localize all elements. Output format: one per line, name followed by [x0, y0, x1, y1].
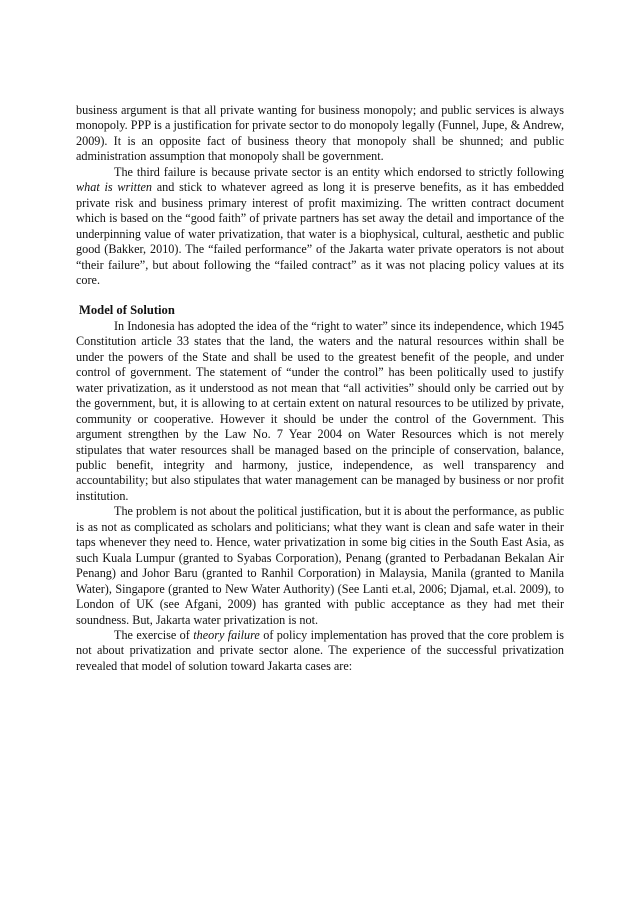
paragraph-third-failure-text-b: and stick to whatever agreed as long it is preserve benefits, as it has embedded private risk and business primary interest of profit maximizing. The written contract document which is based on the “good faith” of private partners has set away the detail and importance of the underpinning value of water privatization, that water is a biophysical, cultural, aesthetic and public good (Bakker, 2010). The “failed performance” of the Jakarta water private operators is not about “their failure”, but about following the “failed contract” as it was not placing policy values at its core. — [76, 180, 565, 287]
section-spacer — [76, 288, 564, 303]
emphasis-theory-failure: theory failure — [193, 627, 260, 642]
section-heading-model-of-solution: Model of Solution — [79, 303, 175, 318]
emphasis-what-is-written: what is written — [76, 180, 152, 195]
paragraph-business-argument: business argument is that all private wanting for business monopoly; and public services is always monopoly. PPP is a justification for private sector to do monopoly legally (Funnel, Jupe, & Andrew, 2009). It is an opposite fact of business theory that monopoly shall be shunned; and public administration assumption that monopoly shall be government. — [76, 103, 564, 164]
paragraph-theory-failure-text-b: of policy implementation has proved that the core problem is not about privatization and private sector alone. The experience of the successful privatization revealed that model of solution toward Jakarta cases are: — [76, 627, 564, 673]
paragraph-theory-failure-text-a: The exercise of — [114, 627, 194, 642]
paragraph-right-to-water: In Indonesia has adopted the idea of the “right to water” since its independence, which 1945 Constitution article 33 states that the land, the waters and the natural resources within shall be under the powers of the State and shall be used to the greatest benefit of the people, and under control of government. The statement of “under the control” has been politically used to justify water privatization, as it understood as not mean that “all activities” should only be carried out by the government, but, it is allowing to at certain extent on natural resources to be utilized by private, community or cooperative. However it should be under the control of the Government. This argument strengthen by the Law No. 7 Year 2004 on Water Resources which is not merely stipulates that water resources shall be managed based on the principle of conservation, balance, public benefit, integrity and harmony, justice, independence, as well transparency and accountability; but also stipulates that water management can be managed by business or nor profit institution. — [76, 318, 564, 503]
paragraph-political-justification: The problem is not about the political justification, but it is about the performance, as public is as not as complicated as scholars and politicians; what they want is clean and safe water in their taps whenever they need to. Hence, water privatization in some big cities in the South East Asia, as such Kuala Lumpur (granted to Syabas Corporation), Penang (granted to Perbadanan Bekalan Air Penang) and Johor Baru (granted to Ranhil Corporation) in Malaysia, Manila (granted to Manila Water), Singapore (granted to New Water Authority) (See Lanti et.al, 2006; Djamal, et.al. 2009), to London of UK (see Afgani, 2009) has granted with public acceptance as they had met their soundness. But, Jakarta water privatization is not. — [76, 504, 564, 627]
paragraph-third-failure-text-a: The third failure is because private sector is an entity which endorsed to strictly following — [114, 164, 564, 179]
page-body — [76, 103, 564, 674]
paragraph-theory-failure — [76, 628, 564, 674]
paragraph-third-failure — [76, 165, 564, 289]
